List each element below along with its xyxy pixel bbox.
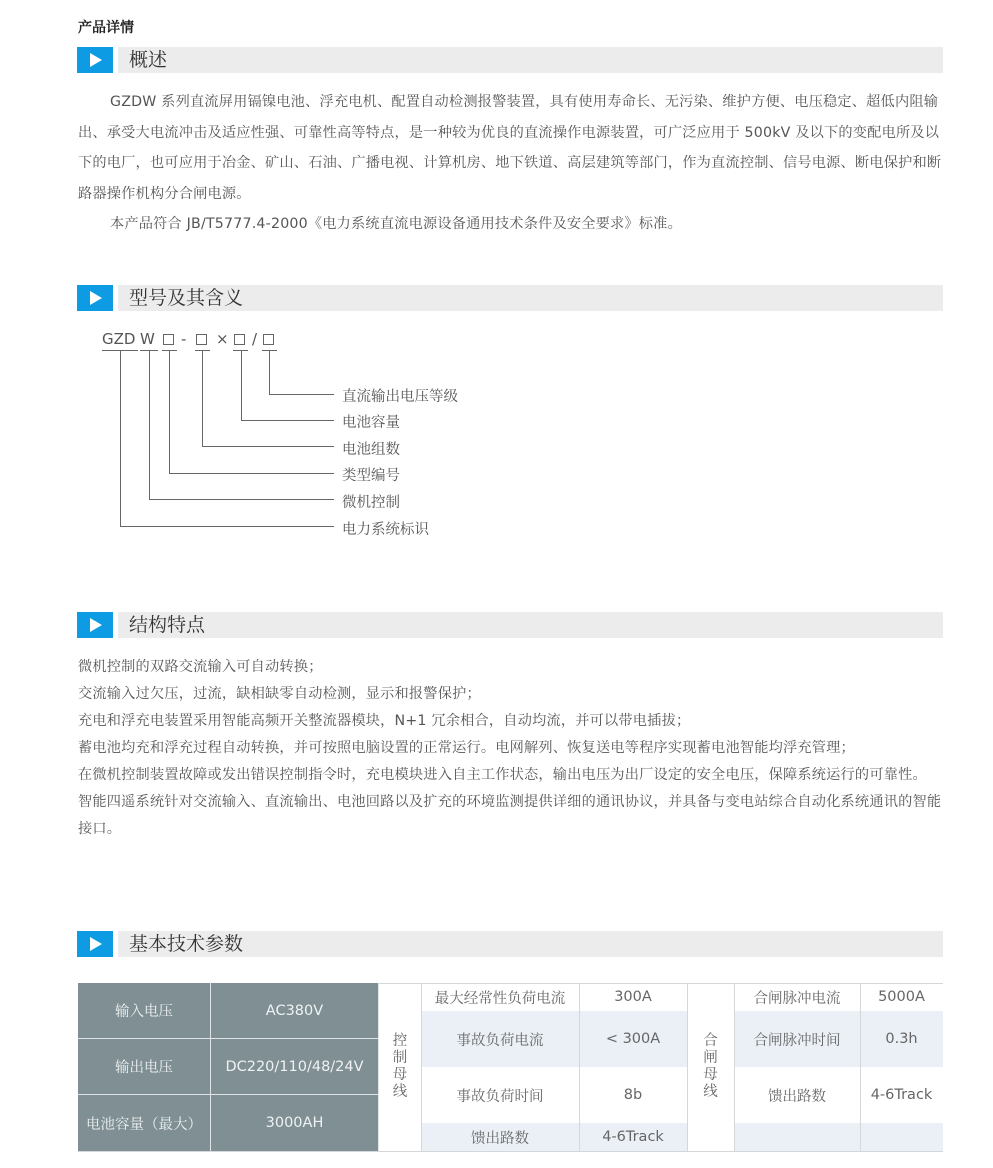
- spec-label: [734, 1123, 860, 1151]
- play-arrow-icon: [77, 285, 113, 311]
- play-arrow-icon: [77, 612, 113, 638]
- section-header-specs: [77, 931, 943, 957]
- spec-label: 输入电压: [78, 983, 211, 1039]
- spec-label: 事故负荷时间: [421, 1067, 579, 1123]
- section-title: 概述: [129, 49, 168, 71]
- closing-bus-text: 合闸母线: [703, 1033, 718, 1100]
- spec-value: 5000A: [860, 983, 943, 1011]
- closing-bus-label: [687, 983, 734, 1151]
- page-title: 产品详情: [78, 20, 134, 36]
- model-label: 微机控制: [342, 495, 400, 511]
- code-part: -: [181, 330, 187, 348]
- spec-label: 事故负荷电流: [421, 1011, 579, 1067]
- model-code-diagram: [100, 328, 500, 558]
- overview-paragraph: GZDW 系列直流屏用镉镍电池、浮充电机、配置自动检测报警装置，具有使用寿命长、无污染、维护方便、电压稳定、超低内阻输出、承受大电流冲击及适应性强、可靠性高等特点，是一种较为优良的直流操作电源装置，可广泛应用于 500kV 及以下的变配电所及以下的电厂，也可应用于冶金、矿山、石油、广播电视、计算机房、地下铁道、高层建筑等部门，作为直流控制、信号电源、断电保护和断路器操作机构分合闸电源。: [78, 94, 942, 202]
- code-part: W: [140, 330, 155, 348]
- features-list: [78, 654, 944, 843]
- model-label: 电力系统标识: [342, 522, 429, 538]
- section-header-overview: [77, 47, 943, 73]
- spec-label: 馈出路数: [734, 1067, 860, 1123]
- spec-value: AC380V: [211, 983, 379, 1039]
- section-title: 结构特点: [129, 614, 206, 636]
- placeholder-box-icon: [196, 334, 207, 345]
- spec-label: 最大经常性负荷电流: [421, 983, 579, 1011]
- spec-value: < 300A: [579, 1011, 687, 1067]
- section-header-features: [77, 612, 943, 638]
- placeholder-box-icon: [263, 334, 274, 345]
- spec-label: 合闸脉冲电流: [734, 983, 860, 1011]
- spec-value: 0.3h: [860, 1011, 943, 1067]
- feature-item: 在微机控制装置故障或发出错误控制指令时，充电模块进入自主工作状态，输出电压为出厂设定的安全电压，保障系统运行的可靠性。: [78, 767, 927, 783]
- placeholder-box-icon: [234, 334, 245, 345]
- play-arrow-icon: [77, 931, 113, 957]
- control-bus-label: [379, 983, 421, 1151]
- spec-table: [78, 983, 943, 1151]
- spec-value: 8b: [579, 1067, 687, 1123]
- code-part: /: [252, 330, 258, 348]
- spec-value: DC220/110/48/24V: [211, 1039, 379, 1095]
- play-arrow-icon: [77, 47, 113, 73]
- feature-item: 充电和浮充电装置采用智能高频开关整流器模块，N+1 冗余相合，自动均流，并可以带电插拔；: [78, 713, 691, 729]
- spec-value: 4-6Track: [860, 1067, 943, 1123]
- spec-value: 4-6Track: [579, 1123, 687, 1151]
- spec-label: 合闸脉冲时间: [734, 1011, 860, 1067]
- model-label: 电池容量: [342, 415, 400, 431]
- control-bus-text: 控制母线: [392, 1033, 408, 1100]
- spec-value: [860, 1123, 943, 1151]
- feature-item: 交流输入过欠压，过流，缺相缺零自动检测，显示和报警保护；: [78, 686, 481, 702]
- model-label: 类型编号: [342, 468, 400, 484]
- section-header-model: [77, 285, 943, 311]
- overview-paragraph: 本产品符合 JB/T5777.4-2000《电力系统直流电源设备通用技术条件及安全要求》标准。: [110, 216, 682, 233]
- feature-item: 智能四遥系统针对交流输入、直流输出、电池回路以及扩充的环境监测提供详细的通讯协议，并具备与变电站综合自动化系统通讯的智能接口。: [78, 794, 942, 837]
- overview-text: [78, 87, 944, 240]
- model-label: 电池组数: [342, 442, 400, 458]
- model-label: 直流输出电压等级: [342, 389, 458, 405]
- section-title: 基本技术参数: [129, 933, 244, 955]
- code-part: ×: [216, 330, 229, 348]
- spec-label: 馈出路数: [421, 1123, 579, 1151]
- section-title: 型号及其含义: [129, 287, 244, 309]
- feature-item: 微机控制的双路交流输入可自动转换；: [78, 659, 323, 675]
- feature-item: 蓄电池均充和浮充过程自动转换，并可按照电脑设置的正常运行。电网解列、恢复送电等程序实现蓄电池智能均浮充管理；: [78, 740, 855, 756]
- spec-label: 电池容量（最大）: [78, 1095, 211, 1151]
- spec-value: 3000AH: [211, 1095, 379, 1151]
- spec-label: 输出电压: [78, 1039, 211, 1095]
- code-part: GZD: [102, 330, 136, 348]
- spec-value: 300A: [579, 983, 687, 1011]
- placeholder-box-icon: [163, 334, 174, 345]
